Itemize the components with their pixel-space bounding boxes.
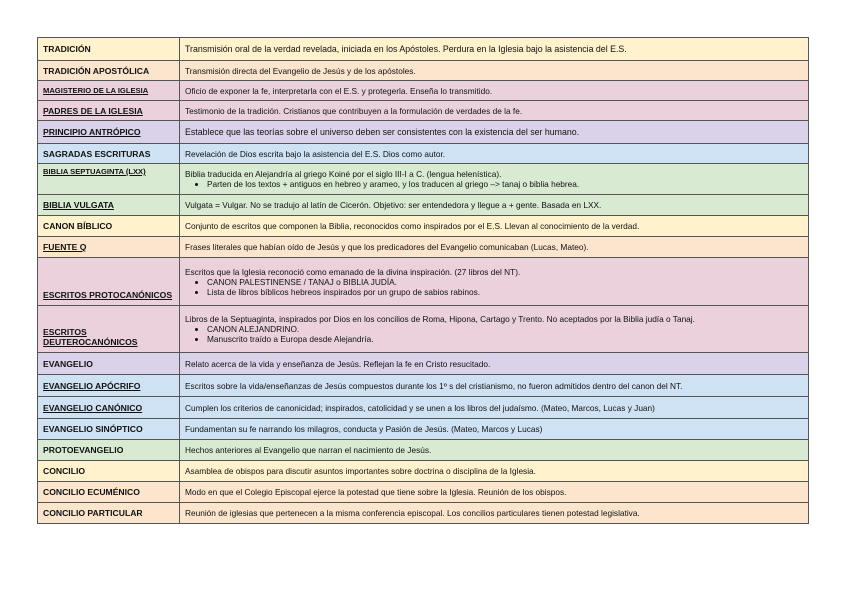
definition-cell: Oficio de exponer la fe, interpretarla con el E.S. y protegerla. Enseña lo transmitido. — [180, 81, 809, 101]
term-text: BIBLIA VULGATA — [43, 200, 114, 210]
bullet-item: • CANON PALESTINENSE / TANAJ o BIBLIA JUDÍA. — [207, 277, 803, 287]
term-text: FUENTE Q — [43, 242, 87, 252]
term-cell: CONCILIO PARTICULAR — [38, 503, 180, 524]
table-row — [38, 121, 809, 144]
definition-cell — [180, 306, 809, 353]
term-cell: SAGRADAS ESCRITURAS — [38, 144, 180, 164]
table-row — [38, 306, 809, 353]
definition-cell: Frases literales que habían oído de Jesús y que los predicadores del Evangelio comunicaban (Lucas, Mateo). — [180, 237, 809, 258]
term-cell — [38, 237, 180, 258]
definition-cell: Asamblea de obispos para discutir asuntos importantes sobre doctrina o disciplina de la Iglesia. — [180, 461, 809, 482]
term-text: ESCRITOS DEUTEROCANÓNICOS — [43, 327, 138, 347]
table-row — [38, 397, 809, 419]
table-row — [38, 38, 809, 61]
term-text: EVANGELIO APÓCRIFO — [43, 380, 141, 391]
table-row — [38, 101, 809, 121]
table-row — [38, 258, 809, 306]
definition-cell: Transmisión directa del Evangelio de Jesús y de los apóstoles. — [180, 61, 809, 81]
definition-cell: Revelación de Dios escrita bajo la asistencia del E.S. Dios como autor. — [180, 144, 809, 164]
term-cell: TRADICIÓN APOSTÓLICA — [38, 61, 180, 81]
term-cell: CONCILIO — [38, 461, 180, 482]
bullet-item: • Lista de libros bíblicos hebreos inspirados por un grupo de sabios rabinos. — [207, 287, 803, 297]
table-row — [38, 237, 809, 258]
table-row — [38, 461, 809, 482]
table-row — [38, 81, 809, 101]
definition-cell: Hechos anteriores al Evangelio que narran el nacimiento de Jesús. — [180, 440, 809, 461]
term-cell: EVANGELIO SINÓPTICO — [38, 419, 180, 440]
table-row — [38, 503, 809, 524]
definition-cell: Establece que las teorías sobre el universo deben ser consistentes con la existencia del ser humano. — [180, 121, 809, 144]
term-text: MAGISTERIO DE LA IGLESIA — [43, 85, 149, 95]
table-row — [38, 216, 809, 237]
term-cell: CANON BÍBLICO — [38, 216, 180, 237]
definition-cell: Conjunto de escritos que componen la Biblia, reconocidos como inspirados por el E.S. Llevan al conocimiento de la verdad. — [180, 216, 809, 237]
term-cell — [38, 81, 180, 101]
definition-cell: Escritos sobre la vida/enseñanzas de Jesús compuestos durante los 1º s del cristianismo, no fueron admitidos dentro del canon del NT. — [180, 375, 809, 397]
term-text: PADRES DE LA IGLESIA — [43, 105, 143, 116]
bullet-list — [185, 324, 803, 344]
table-row — [38, 195, 809, 216]
term-text: ESCRITOS PROTOCANÓNICOS — [43, 290, 173, 300]
term-cell — [38, 397, 180, 419]
glossary-table — [37, 37, 809, 524]
term-cell: CONCILIO ECUMÉNICO — [38, 482, 180, 503]
term-text: EVANGELIO CANÓNICO — [43, 402, 143, 413]
term-cell — [38, 101, 180, 121]
definition-cell: Testimonio de la tradición. Cristianos que contribuyen a la formulación de verdades de la fe. — [180, 101, 809, 121]
definition-cell: Transmisión oral de la verdad revelada, iniciada en los Apóstoles. Perdura en la Iglesia bajo la asistencia del E.S. — [180, 38, 809, 61]
term-cell — [38, 195, 180, 216]
table-row — [38, 482, 809, 503]
table-row — [38, 353, 809, 375]
glossary-sheet — [37, 37, 809, 524]
definition-cell: Modo en que el Colegio Episcopal ejerce la potestad que tiene sobre la Iglesia. Reunión de los obispos. — [180, 482, 809, 503]
term-cell: EVANGELIO — [38, 353, 180, 375]
definition-text: Escritos que la Iglesia reconoció como emanado de la divina inspiración. (27 libros del NT). — [185, 266, 521, 277]
bullet-item: • CANON ALEJANDRINO. — [207, 324, 803, 334]
definition-cell: Fundamentan su fe narrando los milagros, conducta y Pasión de Jesús. (Mateo, Marcos y Lucas) — [180, 419, 809, 440]
definition-cell: Cumplen los criterios de canonicidad; inspirados, catolicidad y se unen a los libros del judaísmo. (Mateo, Marcos, Lucas y Juan) — [180, 397, 809, 419]
term-cell — [38, 121, 180, 144]
definition-cell — [180, 164, 809, 195]
term-cell: PROTOEVANGELIO — [38, 440, 180, 461]
definition-text: Biblia traducida en Alejandría al griego Koiné por el siglo III-I a C. (lengua helenística). — [185, 169, 502, 179]
bullet-item: • Parten de los textos + antiguos en hebreo y arameo, y los traducen al griego –> tanaj o biblia hebrea. — [207, 179, 803, 189]
term-text: PRINCIPIO ANTRÓPICO — [43, 127, 141, 137]
table-row — [38, 164, 809, 195]
definition-cell: Reunión de iglesias que pertenecen a la misma conferencia episcopal. Los concilios particulares tienen potestad legislativa. — [180, 503, 809, 524]
definition-cell: Vulgata = Vulgar. No se tradujo al latín de Cicerón. Objetivo: ser entendedora y llegue a + gente. Basada en LXX. — [180, 195, 809, 216]
definition-cell: Relato acerca de la vida y enseñanza de Jesús. Reflejan la fe en Cristo resucitado. — [180, 353, 809, 375]
definition-cell — [180, 258, 809, 306]
term-cell — [38, 306, 180, 353]
table-row — [38, 419, 809, 440]
table-row — [38, 375, 809, 397]
table-row — [38, 61, 809, 81]
term-cell — [38, 258, 180, 306]
table-row — [38, 440, 809, 461]
term-cell — [38, 375, 180, 397]
bullet-list — [185, 277, 803, 297]
term-text: BIBLIA SEPTUAGINTA (LXX) — [43, 167, 146, 176]
bullet-list — [185, 179, 803, 189]
term-cell — [38, 164, 180, 195]
bullet-item: • Manuscrito traído a Europa desde Alejandría. — [207, 334, 803, 344]
term-cell: TRADICIÓN — [38, 38, 180, 61]
definition-text: Libros de la Septuaginta, inspirados por Dios en los concilios de Roma, Hipona, Cartago y Trento. No aceptados por la Biblia judía o Tanaj. — [185, 314, 695, 324]
table-row — [38, 144, 809, 164]
